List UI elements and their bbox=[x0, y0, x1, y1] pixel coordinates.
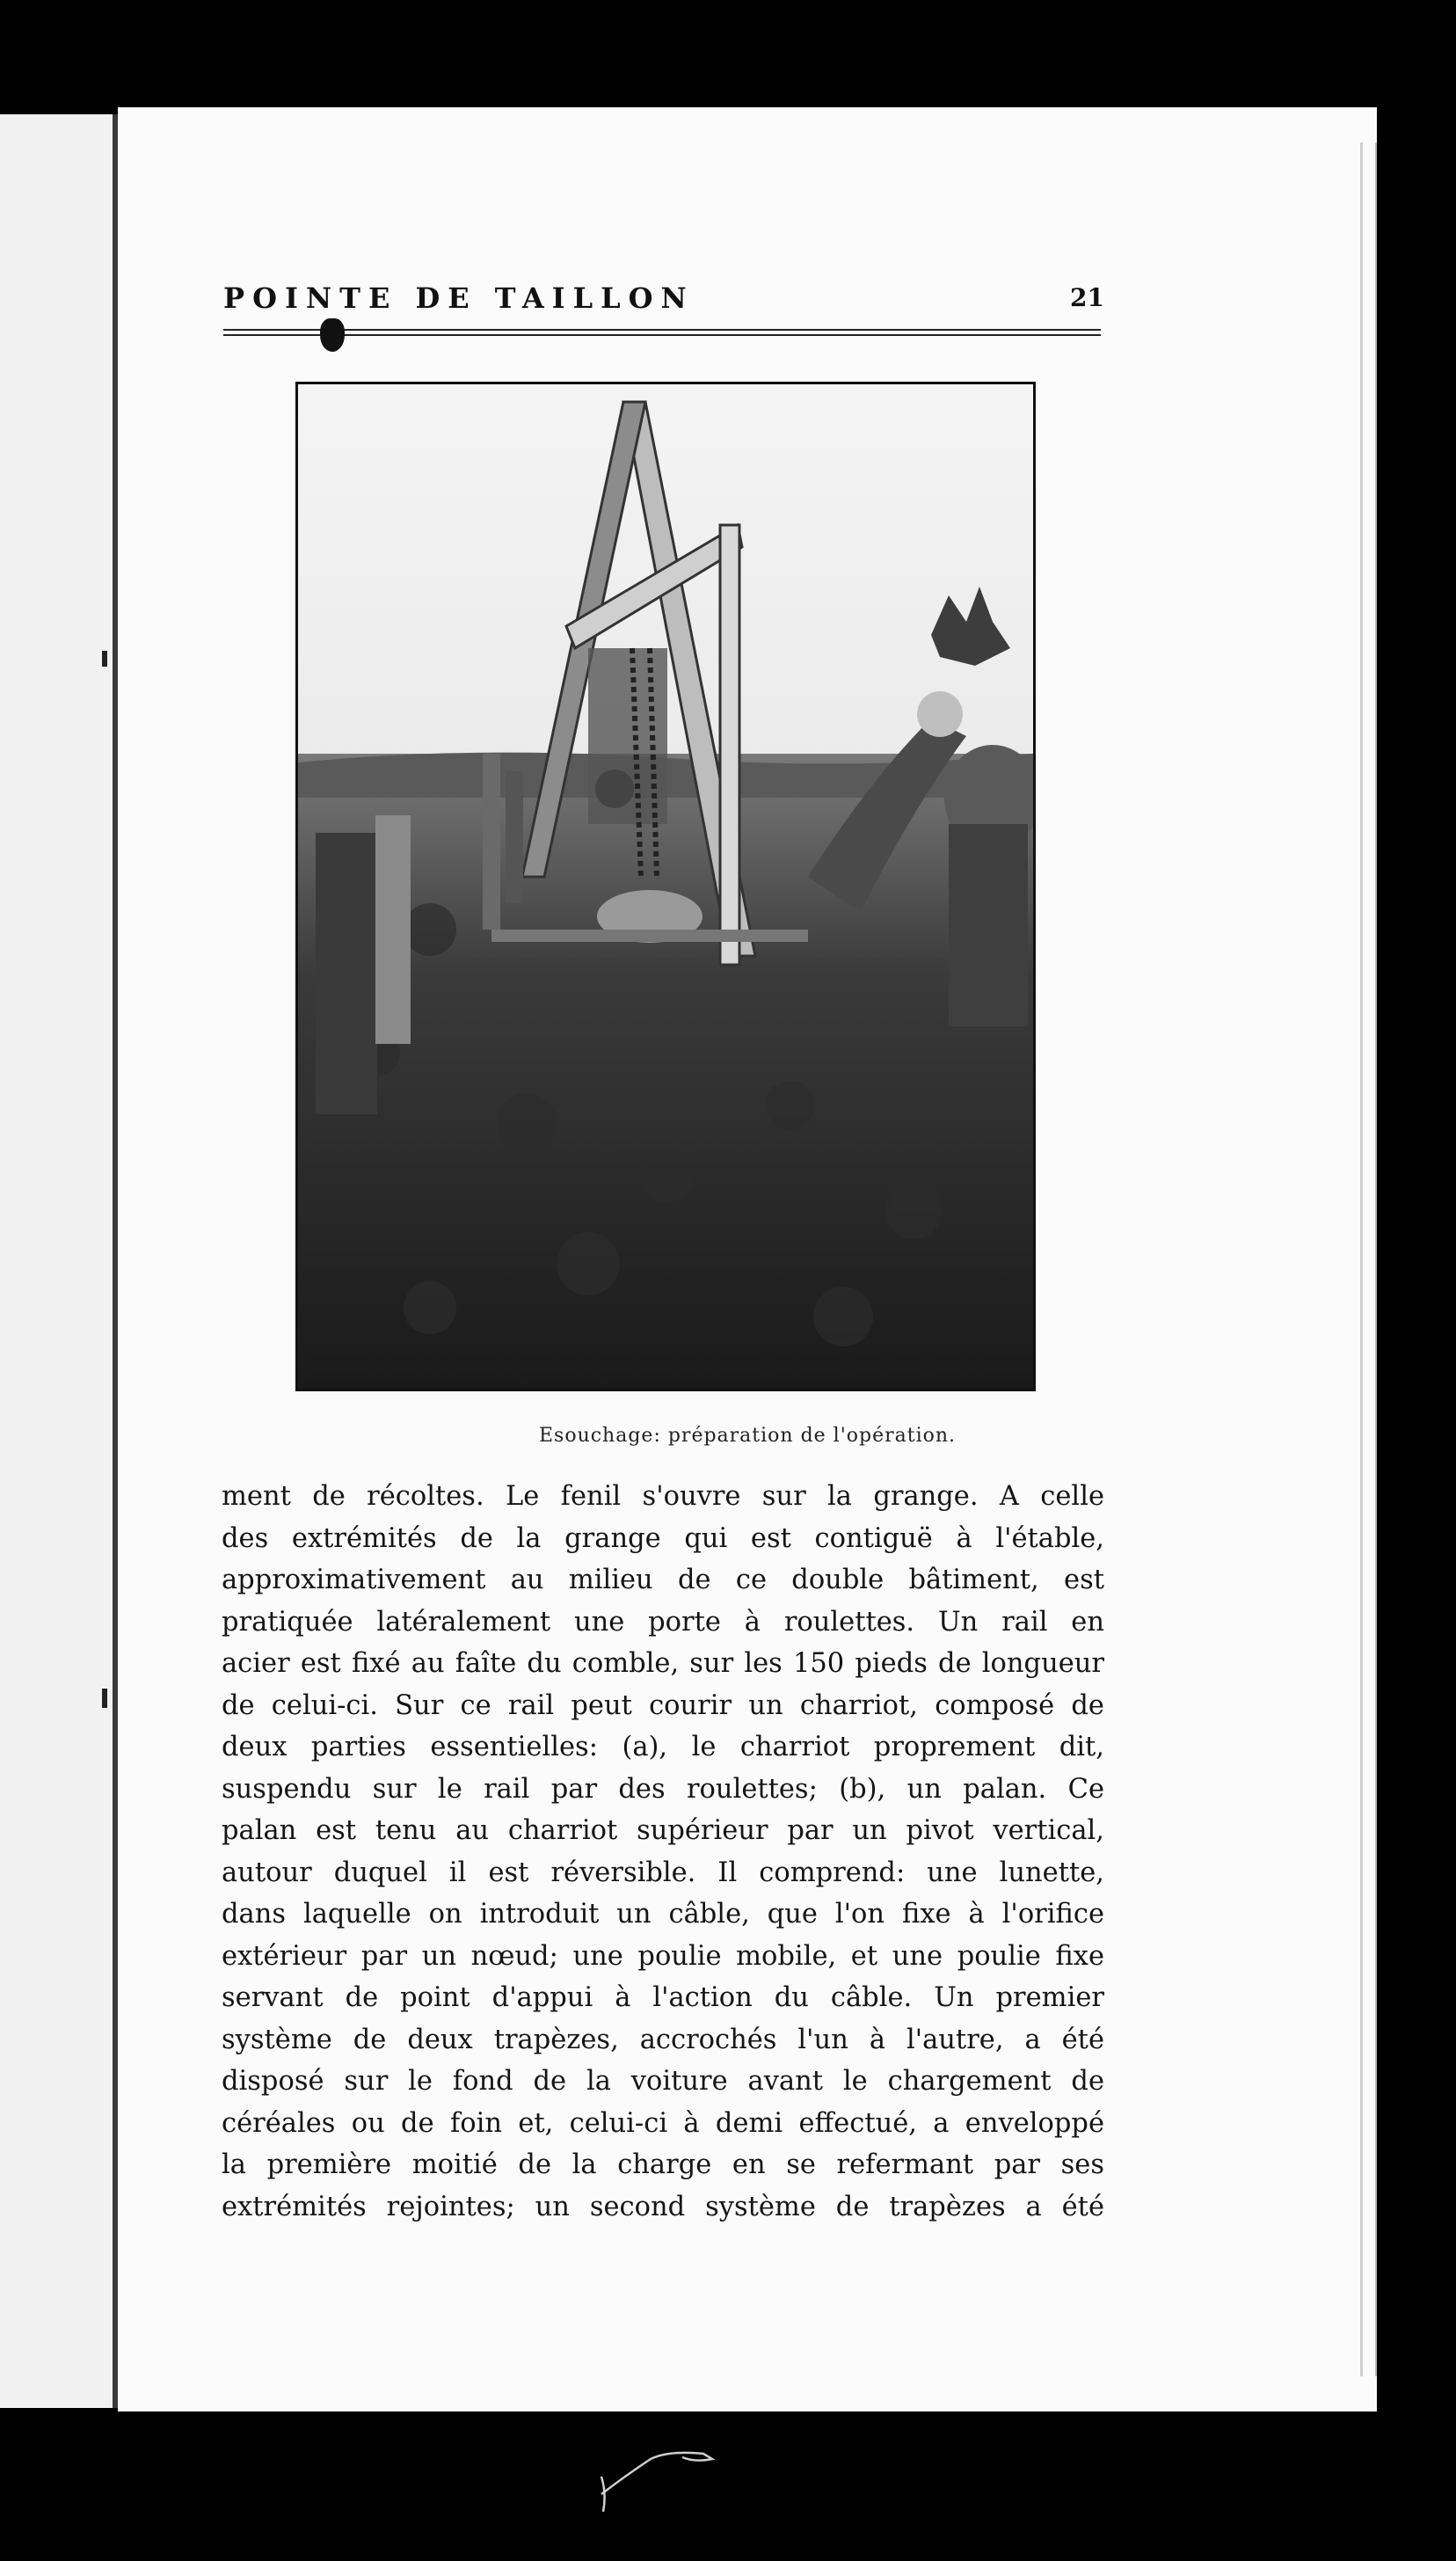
pen-mark bbox=[598, 2441, 721, 2521]
text-line: autour duquel il est réversible. Il comprend: une lunette, bbox=[222, 1857, 1104, 1888]
text-line: deux parties essentielles: (a), le charriot proprement dit, bbox=[222, 1732, 1104, 1762]
text-line: système de deux trapèzes, accrochés l'un à l'autre, a été bbox=[222, 2024, 1104, 2055]
running-title: POINTE DE TAILLON bbox=[223, 281, 695, 315]
running-head bbox=[223, 281, 1104, 320]
stump-puller-photo bbox=[298, 384, 1033, 1389]
binding-mark bbox=[102, 1689, 107, 1708]
text-line: de celui-ci. Sur ce rail peut courir un charriot, composé de bbox=[222, 1689, 1104, 1721]
page-edge bbox=[1360, 142, 1377, 2376]
text-line: extérieur par un nœud; une poulie mobile, et une poulie fixe bbox=[222, 1940, 1104, 1972]
text-line: la première moitié de la charge en se refermant par ses bbox=[222, 2149, 1104, 2180]
figure-caption: Esouchage: préparation de l'opération. bbox=[538, 1425, 957, 1447]
text-line: approximativement au milieu de ce double bâtiment, est bbox=[222, 1565, 1104, 1595]
text-line: extrémités rejointes; un second système de trapèzes a été bbox=[222, 2191, 1104, 2222]
photograph bbox=[295, 382, 1036, 1391]
page-number: 21 bbox=[1070, 283, 1104, 312]
body-text bbox=[222, 1476, 1104, 2228]
header-rule bbox=[223, 329, 1101, 336]
facing-page bbox=[0, 114, 118, 2408]
text-line: des extrémités de la grange qui est contiguë à l'étable, bbox=[222, 1522, 1104, 1554]
text-line: céréales ou de foin et, celui-ci à demi effectué, a enveloppé bbox=[222, 2107, 1104, 2139]
binding-mark bbox=[102, 651, 107, 667]
text-line: pratiquée latéralement une porte à roulettes. Un rail en bbox=[222, 1606, 1104, 1638]
ornament-icon bbox=[320, 318, 345, 352]
book-page bbox=[118, 107, 1377, 2411]
text-line: acier est fixé au faîte du comble, sur les 150 pieds de longueur bbox=[222, 1648, 1104, 1679]
text-line: palan est tenu au charriot supérieur par un pivot vertical, bbox=[222, 1815, 1104, 1846]
text-line: disposé sur le fond de la voiture avant le chargement de bbox=[222, 2066, 1104, 2097]
text-line: suspendu sur le rail par des roulettes; (b), un palan. Ce bbox=[222, 1773, 1104, 1805]
text-line: servant de point d'appui à l'action du câble. Un premier bbox=[222, 1982, 1104, 2013]
text-line: dans laquelle on introduit un câble, que l'on fixe à l'orifice bbox=[222, 1899, 1104, 1930]
text-line: ment de récoltes. Le fenil s'ouvre sur la grange. A celle bbox=[222, 1481, 1104, 1512]
